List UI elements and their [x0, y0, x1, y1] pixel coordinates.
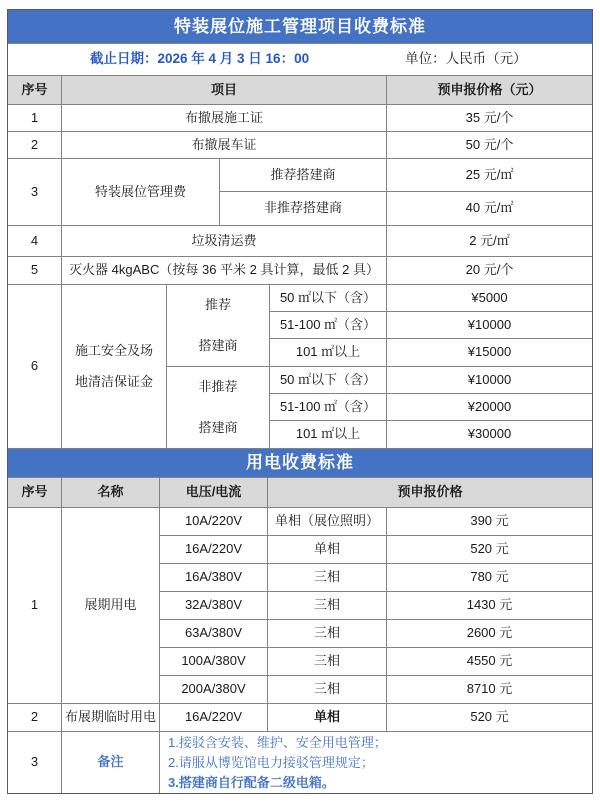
- power-item-phase: 三相: [268, 592, 387, 620]
- fee-row-6-group-2: [167, 367, 592, 449]
- deadline-cell: [8, 44, 592, 76]
- power-header-row: [8, 478, 592, 508]
- power-row-3-no: 3: [8, 732, 62, 793]
- power-item-row: [160, 564, 592, 592]
- power-item-price: 520 元: [387, 536, 592, 564]
- fee-row-3-subrows: [220, 159, 592, 226]
- tier-range: 51-100 ㎡（含）: [270, 394, 387, 421]
- fee-row-3-item: 特装展位管理费: [62, 159, 220, 226]
- power-item-voltage: 16A/220V: [160, 536, 268, 564]
- fee-row-1-price: 35 元/个: [387, 105, 592, 132]
- power-item-row: [160, 536, 592, 564]
- power-section-title-row: [8, 449, 592, 478]
- tier-row: [270, 421, 592, 449]
- power-row-3-name: 备注: [62, 732, 160, 793]
- power-item-phase: 三相: [268, 564, 387, 592]
- fee-row-6-group-1-label-line2: 搭建商: [198, 337, 238, 353]
- power-item-voltage: 63A/380V: [160, 620, 268, 648]
- tier-row: [270, 312, 592, 339]
- power-row-2: [8, 704, 592, 732]
- power-item-voltage: 32A/380V: [160, 592, 268, 620]
- fee-row-3: [8, 159, 592, 226]
- power-note-1: 1.接驳含安装、维护、安全用电管理；: [168, 734, 387, 750]
- fee-row-1-no: 1: [8, 105, 62, 132]
- fee-row-6-group-1: [167, 285, 592, 367]
- fee-row-3-sub-2: [220, 192, 592, 226]
- fee-row-6-group-2-label-line1: 非推荐: [198, 379, 238, 395]
- power-row-2-price: 520 元: [387, 704, 592, 732]
- fee-row-6-group-1-label-line1: 推荐: [204, 297, 231, 313]
- power-row-1-no: 1: [8, 508, 62, 704]
- power-item-row: [160, 676, 592, 704]
- power-item-voltage: 100A/380V: [160, 648, 268, 676]
- fee-row-3-sub-2-price: 40 元/㎡: [387, 192, 592, 226]
- tier-range: 50 ㎡以下（含）: [270, 367, 387, 394]
- fee-row-2-item: 布撤展车证: [62, 132, 387, 159]
- power-item-phase: 单相（展位照明）: [268, 508, 387, 536]
- fee-row-6-no: 6: [8, 285, 62, 449]
- fee-schedule-table: [7, 9, 593, 794]
- power-item-phase: 单相: [268, 536, 387, 564]
- power-item-voltage: 10A/220V: [160, 508, 268, 536]
- power-item-phase: 三相: [268, 648, 387, 676]
- power-item-voltage: 200A/380V: [160, 676, 268, 704]
- fee-row-3-no: 3: [8, 159, 62, 226]
- tier-price: ¥10000: [387, 367, 592, 394]
- fee-row-5-price: 20 元/个: [387, 257, 592, 285]
- fee-row-3-sub-1-label: 推荐搭建商: [220, 159, 387, 192]
- fee-row-5-item: 灭火器 4kgABC（按每 36 平米 2 具计算，最低 2 具）: [62, 257, 387, 285]
- tier-range: 101 ㎡以上: [270, 421, 387, 449]
- tier-price: ¥30000: [387, 421, 592, 449]
- power-item-phase: 三相: [268, 620, 387, 648]
- tier-range: 51-100 ㎡（含）: [270, 312, 387, 339]
- fee-section-title-row: [8, 10, 592, 44]
- power-row-1-name: 展期用电: [62, 508, 160, 704]
- fee-row-6-item-line2: 地清洁保证金: [74, 374, 153, 389]
- power-item-price: 2600 元: [387, 620, 592, 648]
- fee-row-6: [8, 285, 592, 449]
- power-item-price: 4550 元: [387, 648, 592, 676]
- power-col-voltage: 电压/电流: [160, 478, 268, 508]
- fee-row-4-item: 垃圾清运费: [62, 226, 387, 257]
- fee-row-2-no: 2: [8, 132, 62, 159]
- fee-row-5-no: 5: [8, 257, 62, 285]
- tier-range: 101 ㎡以上: [270, 339, 387, 367]
- fee-header-row: [8, 76, 592, 105]
- fee-col-no: 序号: [8, 76, 62, 105]
- power-item-price: 1430 元: [387, 592, 592, 620]
- fee-row-6-item-line1: 施工安全及场: [74, 342, 153, 358]
- power-note-2: 2.请服从博览馆电力接驳管理规定；: [168, 754, 374, 770]
- fee-col-price: 预申报价格（元）: [387, 76, 592, 105]
- fee-row-4-no: 4: [8, 226, 62, 257]
- power-note-3: 3.搭建商自行配备二级电箱。: [168, 774, 335, 790]
- fee-row-1: [8, 105, 592, 132]
- tier-price: ¥15000: [387, 339, 592, 367]
- power-item-row: [160, 592, 592, 620]
- power-row-1: [8, 508, 592, 704]
- power-row-2-no: 2: [8, 704, 62, 732]
- power-row-2-phase: 单相: [268, 704, 387, 732]
- tier-price: ¥10000: [387, 312, 592, 339]
- power-row-3: [8, 732, 592, 793]
- power-section-title: 用电收费标准: [8, 449, 592, 478]
- power-item-voltage: 16A/380V: [160, 564, 268, 592]
- fee-row-6-group-1-tiers: [270, 285, 592, 367]
- power-item-row: [160, 508, 592, 536]
- fee-row-6-group-2-label: [167, 367, 270, 449]
- power-item-phase: 三相: [268, 676, 387, 704]
- fee-row-3-sub-2-label: 非推荐搭建商: [220, 192, 387, 226]
- tier-row: [270, 285, 592, 312]
- fee-row-6-group-1-label: [167, 285, 270, 367]
- fee-row-4: [8, 226, 592, 257]
- fee-row-2: [8, 132, 592, 159]
- power-item-price: 8710 元: [387, 676, 592, 704]
- power-col-no: 序号: [8, 478, 62, 508]
- currency-unit-text: 单位：人民币（元）: [405, 51, 527, 67]
- fee-section-title: 特装展位施工管理项目收费标准: [8, 10, 592, 44]
- fee-row-1-item: 布撤展施工证: [62, 105, 387, 132]
- power-col-price: 预申报价格: [268, 478, 592, 508]
- tier-price: ¥5000: [387, 285, 592, 312]
- power-item-price: 390 元: [387, 508, 592, 536]
- fee-col-item: 项目: [62, 76, 387, 105]
- fee-row-4-price: 2 元/㎡: [387, 226, 592, 257]
- tier-row: [270, 339, 592, 367]
- power-row-2-voltage: 16A/220V: [160, 704, 268, 732]
- tier-price: ¥20000: [387, 394, 592, 421]
- power-item-row: [160, 620, 592, 648]
- deadline-row: [8, 44, 592, 76]
- power-row-2-name: 布展期临时用电: [62, 704, 160, 732]
- tier-range: 50 ㎡以下（含）: [270, 285, 387, 312]
- fee-row-6-group-2-tiers: [270, 367, 592, 449]
- power-col-name: 名称: [62, 478, 160, 508]
- tier-row: [270, 367, 592, 394]
- tier-row: [270, 394, 592, 421]
- power-row-1-items: [160, 508, 592, 704]
- power-item-row: [160, 648, 592, 676]
- fee-row-6-groups: [167, 285, 592, 449]
- power-item-price: 780 元: [387, 564, 592, 592]
- deadline-text: 截止日期：2026 年 4 月 3 日 16：00: [90, 51, 310, 67]
- fee-row-2-price: 50 元/个: [387, 132, 592, 159]
- fee-row-6-item: [62, 285, 167, 449]
- power-notes: [160, 732, 592, 793]
- fee-row-3-sub-1-price: 25 元/㎡: [387, 159, 592, 192]
- fee-row-5: [8, 257, 592, 285]
- fee-row-6-group-2-label-line2: 搭建商: [198, 419, 238, 435]
- fee-row-3-sub-1: [220, 159, 592, 192]
